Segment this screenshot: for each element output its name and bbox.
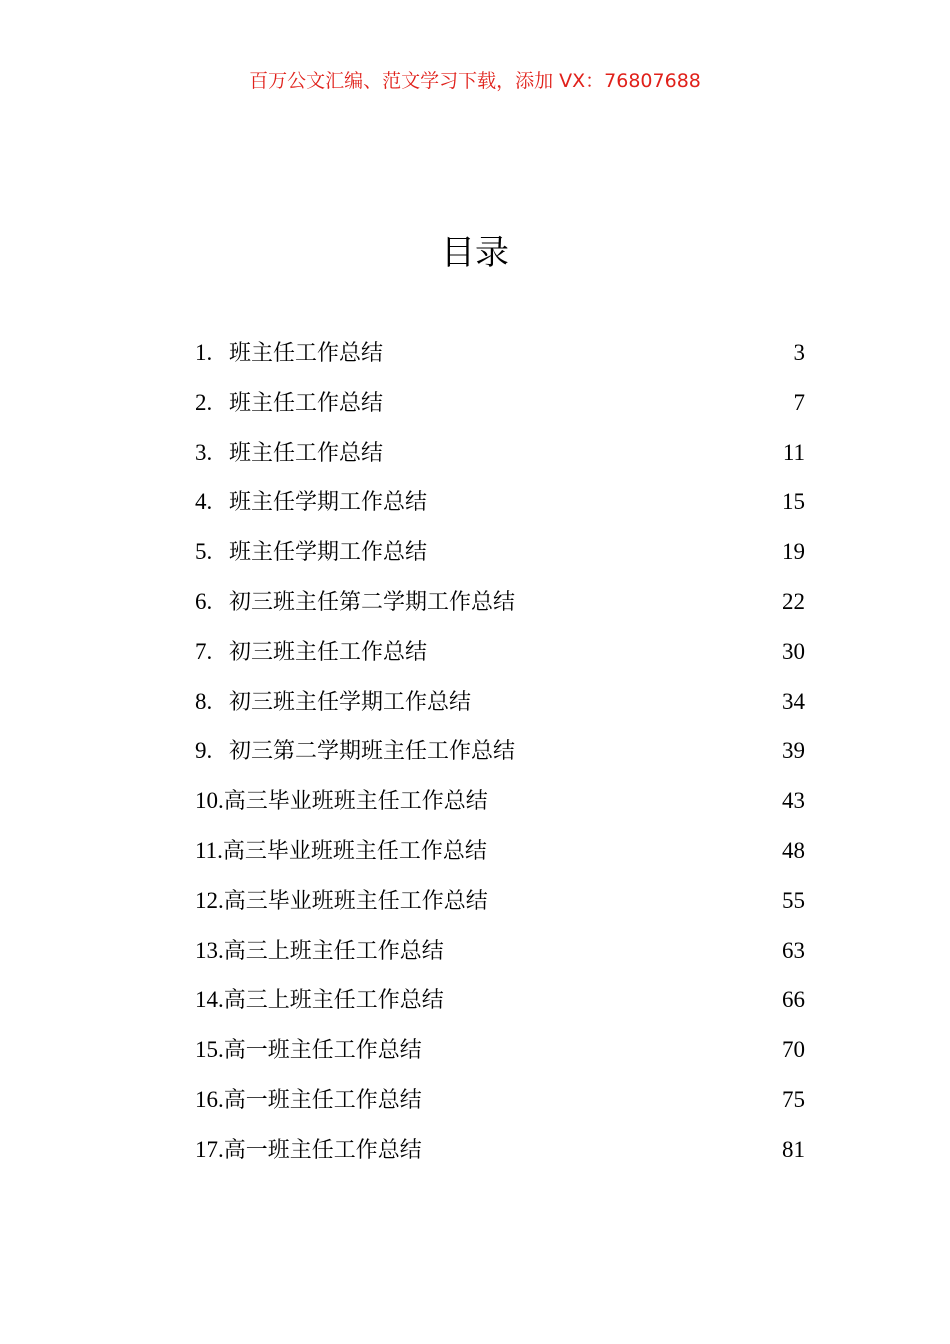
toc-entry-number: 13. <box>195 937 224 963</box>
toc-entry-page[interactable]: 7 <box>793 389 805 415</box>
toc-entry-title[interactable]: 初三班主任学期工作总结 <box>229 689 472 715</box>
header-note: 百万公文汇编、范文学习下载，添加 VX：76807688 <box>249 70 701 92</box>
toc-entry-title[interactable]: 班主任学期工作总结 <box>229 540 428 566</box>
toc-entry[interactable] <box>195 627 805 677</box>
toc-entry-number: 1. <box>195 340 213 365</box>
toc-entry-page[interactable]: 11 <box>782 439 805 465</box>
toc-entry-title[interactable]: 班主任学期工作总结 <box>229 490 428 516</box>
toc-entry-page[interactable]: 81 <box>782 1136 805 1162</box>
toc-entry-number: 4. <box>195 489 213 515</box>
toc-entry-number: 3. <box>195 439 213 465</box>
toc-entry[interactable] <box>195 1025 805 1075</box>
toc-entry-page[interactable]: 43 <box>782 788 805 814</box>
toc-entry-title[interactable]: 高一班主任工作总结 <box>223 1038 422 1064</box>
toc-entry[interactable] <box>195 677 805 727</box>
toc-entry-number: 14. <box>195 987 224 1013</box>
toc-entry-title[interactable]: 高三毕业班班主任工作总结 <box>222 838 487 864</box>
toc-entry-number: 17. <box>195 1136 224 1162</box>
toc-entry-number: 15. <box>195 1037 224 1063</box>
toc-entry-title[interactable]: 班主任工作总结 <box>229 390 384 416</box>
table-of-contents <box>195 328 805 1175</box>
toc-entry[interactable] <box>195 527 805 577</box>
toc-entry[interactable] <box>195 1125 805 1175</box>
toc-entry-title[interactable]: 初三班主任工作总结 <box>229 639 428 665</box>
toc-entry-number: 12. <box>195 887 224 913</box>
toc-entry[interactable] <box>195 926 805 976</box>
toc-entry-page[interactable]: 30 <box>782 638 805 664</box>
toc-entry-page[interactable]: 75 <box>782 1086 805 1112</box>
toc-entry-title[interactable]: 初三第二学期班主任工作总结 <box>229 739 516 765</box>
toc-entry-title[interactable]: 高三毕业班班主任工作总结 <box>223 888 488 914</box>
toc-entry-page[interactable]: 22 <box>782 588 805 614</box>
toc-entry-title[interactable]: 高一班主任工作总结 <box>223 1137 422 1163</box>
toc-entry-page[interactable]: 48 <box>782 837 805 863</box>
toc-entry-page[interactable]: 55 <box>782 887 805 913</box>
toc-entry-title[interactable]: 高三上班主任工作总结 <box>223 988 444 1014</box>
toc-entry-title[interactable]: 班主任工作总结 <box>229 341 384 366</box>
toc-entry-number: 10. <box>195 788 224 814</box>
toc-entry[interactable] <box>195 776 805 826</box>
toc-entry-title[interactable]: 初三班主任第二学期工作总结 <box>229 589 516 615</box>
toc-entry[interactable] <box>195 328 805 378</box>
toc-entry-number: 8. <box>195 688 213 714</box>
toc-entry-number: 5. <box>195 539 213 565</box>
toc-entry[interactable] <box>195 577 805 627</box>
toc-entry-page[interactable]: 66 <box>782 987 805 1013</box>
toc-entry[interactable] <box>195 726 805 776</box>
toc-entry[interactable] <box>195 876 805 926</box>
toc-entry-number: 2. <box>195 389 213 415</box>
toc-entry-number: 7. <box>195 638 213 664</box>
toc-entry-title[interactable]: 高一班主任工作总结 <box>223 1087 422 1113</box>
toc-entry-page[interactable]: 70 <box>782 1037 805 1063</box>
toc-entry[interactable] <box>195 378 805 428</box>
toc-entry-number: 6. <box>195 588 213 614</box>
toc-entry[interactable] <box>195 1075 805 1125</box>
toc-entry-page[interactable]: 3 <box>793 340 805 365</box>
toc-entry[interactable] <box>195 975 805 1025</box>
page-title: 目录 <box>441 233 509 273</box>
toc-entry-title[interactable]: 班主任工作总结 <box>229 440 384 466</box>
toc-entry[interactable] <box>195 477 805 527</box>
toc-entry-page[interactable]: 34 <box>782 688 805 714</box>
toc-entry-title[interactable]: 高三上班主任工作总结 <box>223 938 444 964</box>
toc-entry-page[interactable]: 63 <box>782 937 805 963</box>
toc-entry[interactable] <box>195 826 805 876</box>
toc-entry-title[interactable]: 高三毕业班班主任工作总结 <box>223 789 488 815</box>
toc-entry-number: 16. <box>195 1086 224 1112</box>
toc-entry-page[interactable]: 39 <box>782 738 805 764</box>
toc-entry-number: 9. <box>195 738 213 764</box>
toc-entry[interactable] <box>195 428 805 478</box>
toc-entry-page[interactable]: 19 <box>782 539 805 565</box>
toc-entry-page[interactable]: 15 <box>782 489 805 515</box>
toc-entry-number: 11. <box>195 837 223 863</box>
